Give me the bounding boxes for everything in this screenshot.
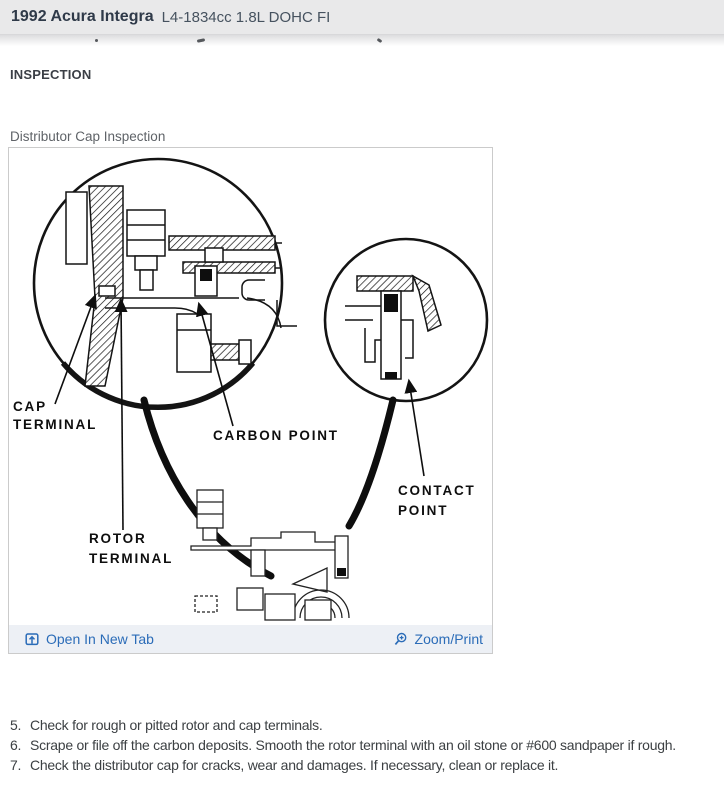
contact-point-label: CONTACT <box>398 483 476 498</box>
instruction-list <box>0 715 724 775</box>
header-shadow <box>0 35 724 48</box>
rotor-terminal-label: ROTOR <box>89 531 147 546</box>
instruction-number: 5. <box>10 717 22 733</box>
zoom-print-link[interactable] <box>393 631 483 647</box>
small-detail-circle <box>325 239 487 401</box>
instruction-item <box>0 715 724 735</box>
instruction-item <box>0 735 724 755</box>
clipped-text-remnant <box>377 38 383 43</box>
cap-terminal-label: TERMINAL <box>13 417 98 432</box>
instruction-text: Scrape or file off the carbon deposits. Smooth the rotor terminal with an oil stone or #600 sandpaper if rough. <box>30 737 676 753</box>
figure-box <box>8 147 493 654</box>
zoom-print-icon <box>393 632 408 647</box>
engine-subtitle: L4-1834cc 1.8L DOHC FI <box>161 8 331 26</box>
instruction-item <box>0 755 724 775</box>
rotor-terminal-label: TERMINAL <box>89 551 174 566</box>
zoom-print-label: Zoom/Print <box>414 631 483 647</box>
figure-toolbar <box>9 625 492 653</box>
open-in-new-tab-icon <box>25 632 39 646</box>
clipped-text-remnant <box>197 38 205 43</box>
diagram-labels <box>13 399 476 566</box>
distributor-overview-drawing <box>191 490 349 620</box>
instruction-text: Check the distributor cap for cracks, wear and damages. If necessary, clean or replace it. <box>30 757 559 773</box>
figure-caption: Distributor Cap Inspection <box>10 129 166 144</box>
open-in-new-tab-link[interactable] <box>25 631 154 647</box>
carbon-point-label: CARBON POINT <box>213 428 339 443</box>
open-in-new-tab-label: Open In New Tab <box>46 631 154 647</box>
page-header <box>0 0 724 35</box>
contact-point-label: POINT <box>398 503 449 518</box>
distributor-cap-diagram <box>9 148 492 625</box>
big-detail-circle <box>34 159 297 407</box>
cap-terminal-label: CAP <box>13 399 47 414</box>
section-heading: INSPECTION <box>10 67 92 82</box>
instruction-text: Check for rough or pitted rotor and cap terminals. <box>30 717 323 733</box>
instruction-number: 7. <box>10 757 22 773</box>
clipped-text-remnant <box>95 39 98 42</box>
instruction-number: 6. <box>10 737 22 753</box>
vehicle-title: 1992 Acura Integra <box>11 8 154 25</box>
